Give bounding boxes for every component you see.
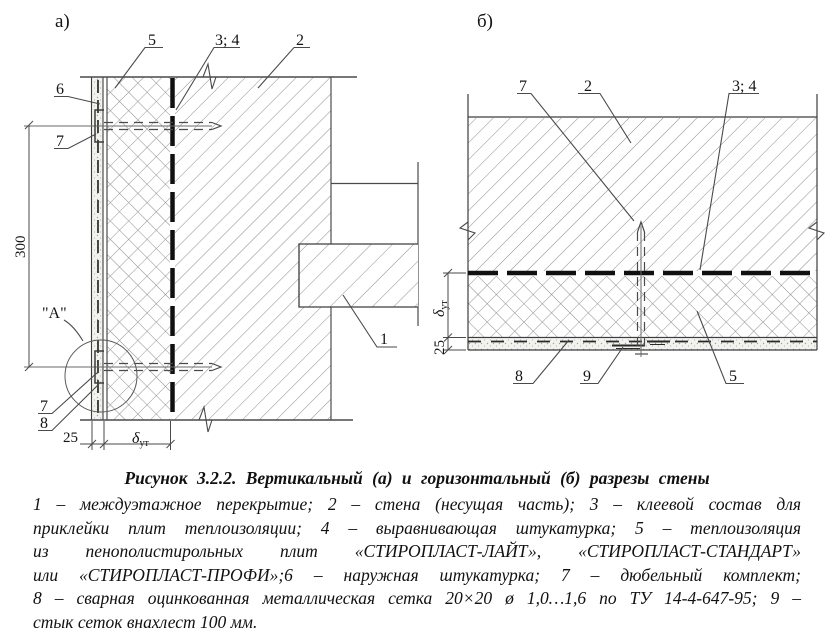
callout-7-bottom-a: 7 bbox=[40, 398, 48, 415]
callout-8-b: 8 bbox=[515, 368, 523, 385]
legend-line: из пенополистирольных плит «СТИРОПЛАСТ-ЛАЙТ», «СТИРОПЛАСТ-СТАНДАРТ» bbox=[33, 541, 801, 562]
callout-2-a: 2 bbox=[296, 32, 304, 49]
panel-b-label: б) bbox=[477, 11, 493, 32]
legend-line: приклейки плит теплоизоляции; 4 – выравнивающая штукатурка; 5 – теплоизоляция bbox=[33, 517, 801, 538]
callout-2-b: 2 bbox=[584, 78, 592, 95]
callout-6-a: 6 bbox=[56, 81, 64, 98]
figure-title: Рисунок 3.2.2. Вертикальный (а) и горизонтальный (б) разрезы стены bbox=[124, 468, 710, 488]
callout-8-a: 8 bbox=[40, 415, 48, 432]
figure-legend bbox=[33, 493, 801, 635]
callout-1-a: 1 bbox=[380, 331, 388, 348]
callout-9-b: 9 bbox=[583, 368, 591, 385]
callout-5-b: 5 bbox=[729, 368, 737, 385]
insulation-area-a bbox=[107, 77, 170, 420]
dimension-delta-b: δут bbox=[431, 300, 450, 317]
dimension-delta-a: δут bbox=[132, 430, 149, 449]
callout-7-top-a: 7 bbox=[56, 133, 64, 150]
legend-line: или «СТИРОПЛАСТ-ПРОФИ»;6 – наружная штукатурка; 7 – дюбельный комплект; bbox=[33, 564, 801, 585]
callout-3-4-b: 3; 4 bbox=[732, 78, 757, 95]
dimension-bottom-a bbox=[80, 421, 175, 450]
figure-caption bbox=[0, 462, 834, 635]
legend-line: стык сеток внахлест 100 мм. bbox=[33, 611, 258, 632]
dimension-300-value: 300 bbox=[13, 235, 29, 258]
insulation-area-b bbox=[468, 276, 817, 337]
panel-a-label: а) bbox=[55, 11, 70, 32]
legend-line: 8 – сварная оцинкованная металлическая сетка 20×20 ø 1,0…1,6 по ТУ 14-4-647-95; 9 – bbox=[33, 588, 801, 609]
legend-line: 1 – междуэтажное перекрытие; 2 – стена (несущая часть); 3 – клеевой состав для bbox=[33, 494, 801, 514]
callout-5-a: 5 bbox=[148, 32, 156, 49]
wall-hatch-area-b bbox=[468, 118, 817, 271]
detail-a-label: "А" bbox=[42, 305, 67, 322]
floor-slab bbox=[299, 244, 418, 307]
panel-b bbox=[431, 11, 824, 385]
callout-7-b: 7 bbox=[519, 78, 527, 95]
callout-3-4-a: 3; 4 bbox=[215, 32, 240, 49]
dimension-25-a: 25 bbox=[63, 430, 78, 446]
panel-a bbox=[13, 11, 418, 450]
dimension-25-b: 25 bbox=[432, 340, 448, 355]
